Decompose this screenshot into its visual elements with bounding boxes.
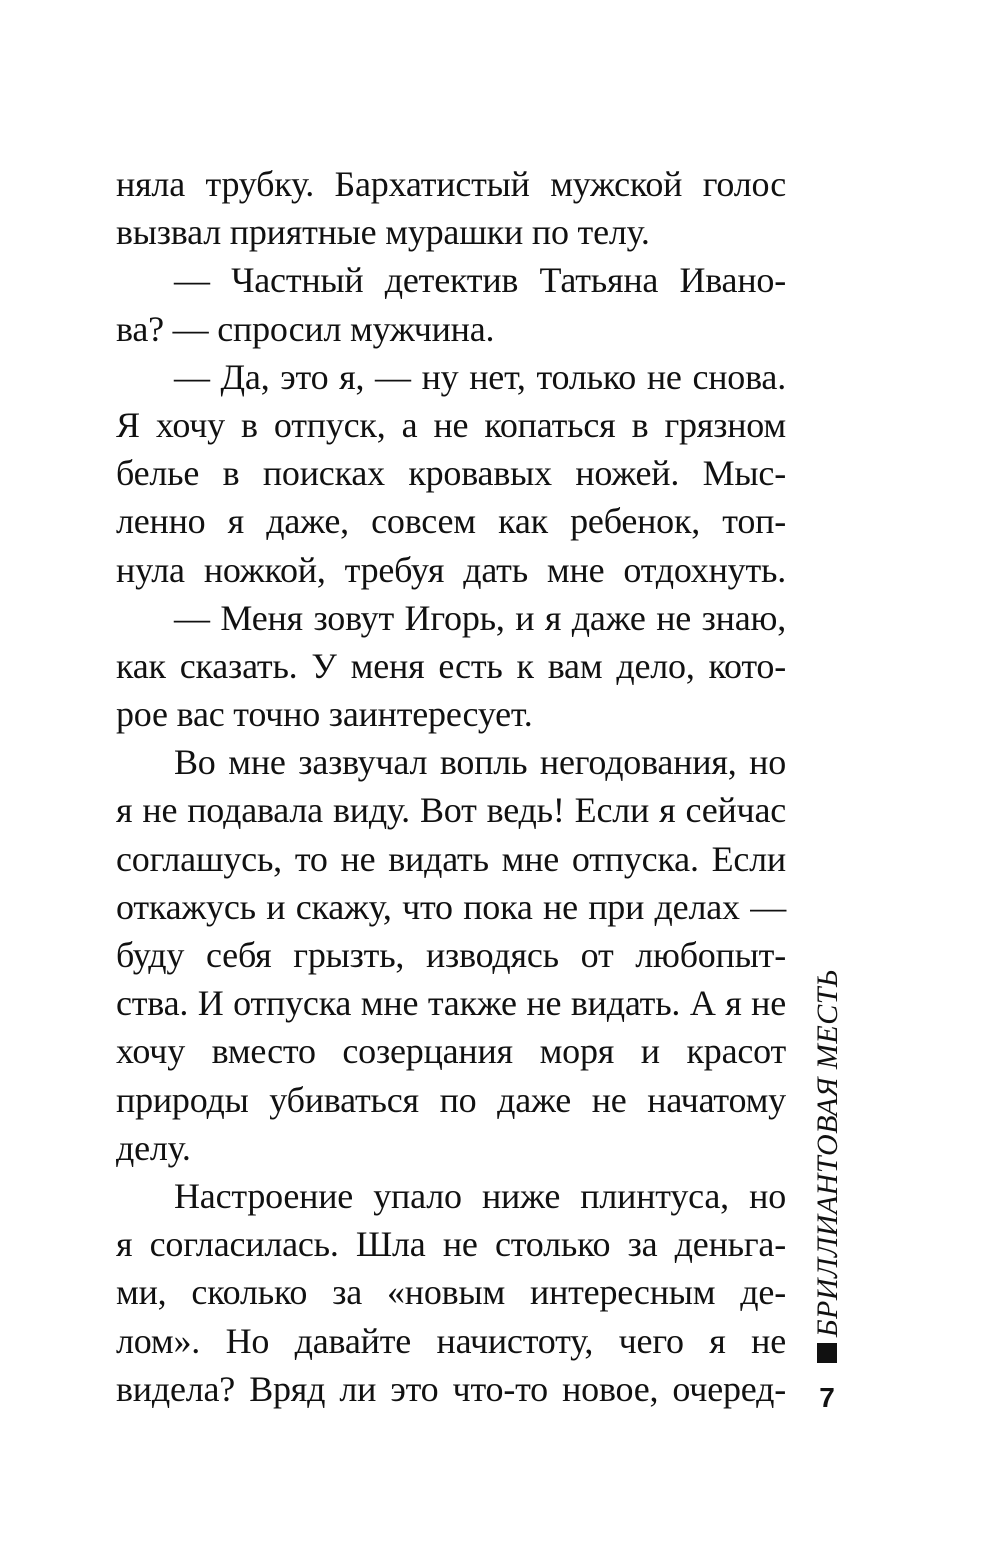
page-number: 7 xyxy=(819,1382,835,1413)
text-line: делу. xyxy=(116,1127,191,1168)
text-line: ми, сколько за «новым интересным де- xyxy=(116,1272,786,1313)
text-line: ва? — спросил мужчина. xyxy=(116,308,495,349)
text-line: хочу вместо созерцания моря и красот xyxy=(116,1031,786,1072)
square-marker-icon xyxy=(817,1343,837,1363)
text-line: ства. И отпуска мне также не видать. А я не xyxy=(116,983,786,1024)
text-line: как сказать. У меня есть к вам дело, кото- xyxy=(116,645,786,686)
page-body-text xyxy=(116,160,786,1413)
text-line: Во мне зазвучал вопль негодования, но xyxy=(174,742,786,783)
running-title xyxy=(808,968,848,1337)
running-title-text: БРИЛЛИАНТОВАЯ МЕСТЬ xyxy=(811,968,844,1337)
text-line: Я хочу в отпуск, а не копаться в грязном xyxy=(116,404,786,445)
text-line: вызвал приятные мурашки по телу. xyxy=(116,212,650,253)
text-line: лом». Но давайте начистоту, чего я не xyxy=(116,1320,786,1361)
text-line: я не подавала виду. Вот ведь! Если я сейчас xyxy=(116,790,786,831)
text-line: нула ножкой, требуя дать мне отдохнуть. xyxy=(116,549,786,590)
text-line: — Меня зовут Игорь, и я даже не знаю, xyxy=(174,597,786,638)
text-line: няла трубку. Бархатистый мужской голос xyxy=(116,164,786,204)
text-line: — Да, это я, — ну нет, только не снова. xyxy=(174,356,786,397)
text-line: — Частный детектив Татьяна Ивано- xyxy=(174,260,786,301)
text-line: я согласилась. Шла не столько за деньга- xyxy=(116,1224,786,1265)
text-line: природы убиваться по даже не начатому xyxy=(116,1079,786,1120)
text-line: откажусь и скажу, что пока не при делах — xyxy=(116,886,786,927)
text-line: ленно я даже, совсем как ребенок, топ- xyxy=(116,501,786,542)
text-line: Настроение упало ниже плинтуса, но xyxy=(174,1175,786,1216)
text-line: белье в поисках кровавых ножей. Мыс- xyxy=(116,453,786,494)
text-line: соглашусь, то не видать мне отпуска. Если xyxy=(116,838,786,879)
text-line: буду себя грызть, изводясь от любопыт- xyxy=(116,935,786,975)
text-line: видела? Вряд ли это что-то новое, очеред- xyxy=(116,1368,786,1409)
text-line: рое вас точно заинтересует. xyxy=(116,694,533,735)
